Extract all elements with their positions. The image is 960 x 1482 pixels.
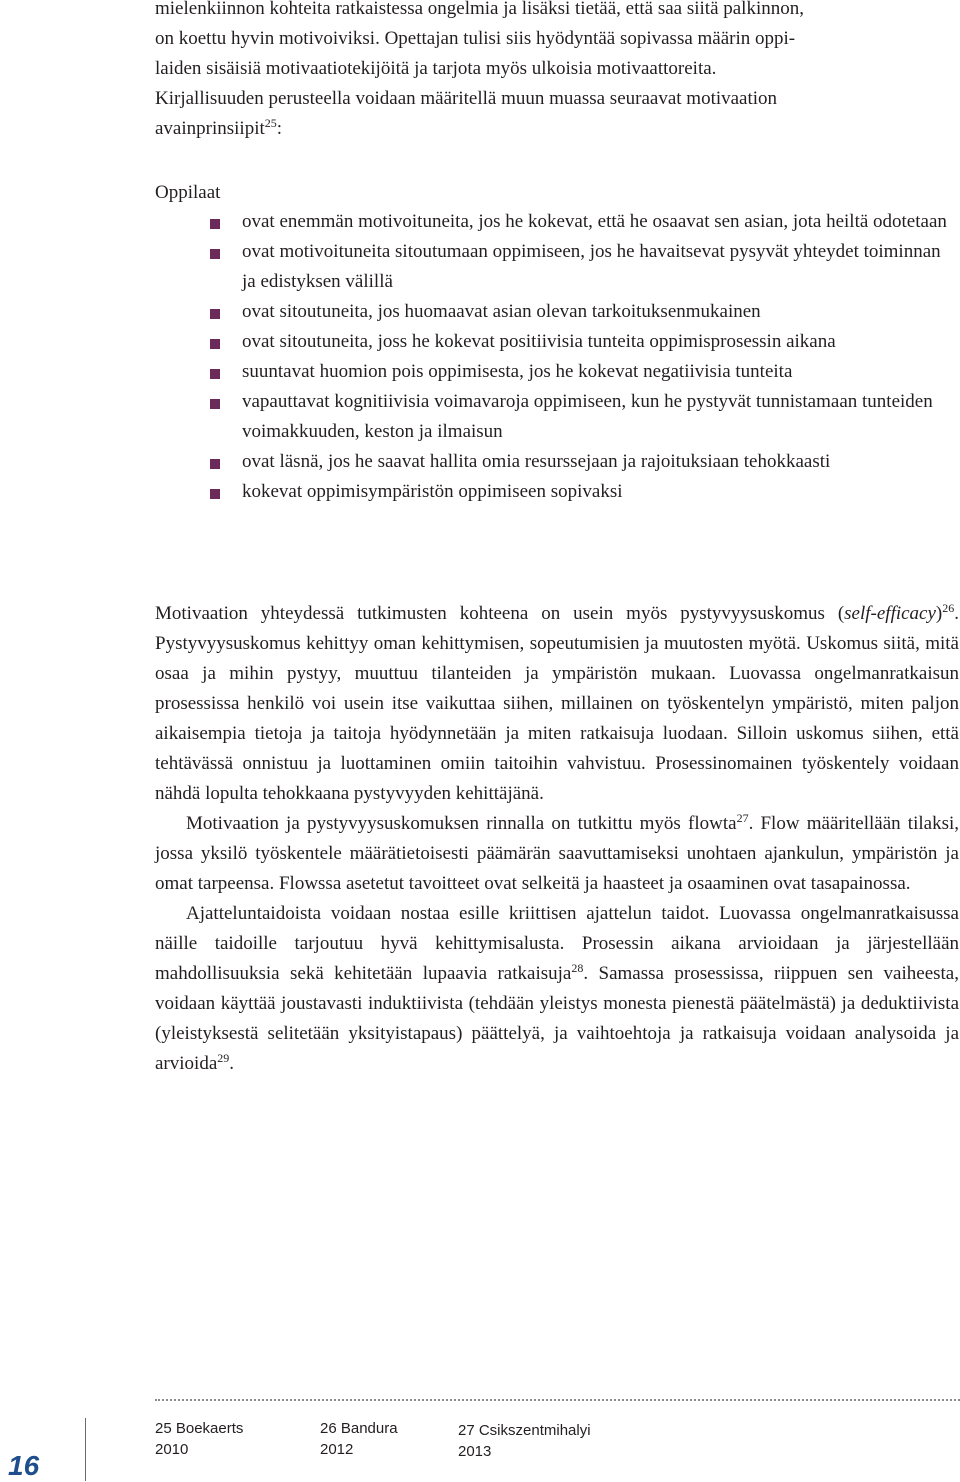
footnote-year: 2010	[155, 1441, 189, 1458]
list-item-text: ovat motivoituneita sitoutumaan oppimiseen, jos he havaitsevat pysyvät yhteydet toiminnan ja edistyksen välillä	[242, 241, 941, 292]
intro-line: Kirjallisuuden perusteella voidaan määritellä muun muassa seuraavat motivaation	[155, 88, 778, 109]
text-run: . Samassa prosessissa, riippuen sen vaiheesta, voidaan käyttää joustavasti induktiivista (tehdään yleistys monesta pienestä päätelmästä) ja deduktiivista (yleistyksestä selitetään yksityistapaus) päättelyä, ja vaihtoehtoja ja ratkaisuja voidaan analysoida ja arvioida	[155, 963, 959, 1074]
square-bullet-icon	[210, 369, 220, 379]
list-item-text: ovat sitoutuneita, joss he kokevat positiivisia tunteita oppimisprosessin aikana	[242, 331, 836, 352]
text-run: .	[229, 1053, 235, 1074]
text-run: )	[935, 603, 943, 624]
body-text	[155, 599, 959, 1079]
square-bullet-icon	[210, 309, 220, 319]
list-item-text: ovat sitoutuneita, jos huomaavat asian olevan tarkoituksenmukainen	[242, 301, 761, 322]
footnote-year: 2013	[458, 1443, 492, 1460]
bullet-list	[155, 207, 959, 507]
italic-term: self-efficacy	[844, 603, 936, 624]
intro-line: laiden sisäisiä motivaatiotekijöitä ja tarjota myös ulkoisia motivaattoreita.	[155, 58, 717, 79]
list-item	[155, 297, 959, 327]
footnote-source: 25 Boekaerts	[155, 1420, 244, 1437]
text-run: Motivaation ja pystyvyysuskomuksen rinnalla on tutkittu myös flowta	[186, 813, 737, 834]
list-item	[155, 327, 959, 357]
list-item	[155, 357, 959, 387]
footnote	[458, 1420, 591, 1462]
text-run: Motivaation yhteydessä tutkimusten kohteena on usein myös pystyvyysuskomus (	[155, 603, 845, 624]
footnote-ref: 27	[736, 811, 749, 825]
footnote	[320, 1418, 398, 1460]
square-bullet-icon	[210, 489, 220, 499]
intro-paragraph	[155, 0, 959, 144]
footnote-ref: 26	[942, 601, 955, 615]
footnote-ref: 28	[571, 961, 584, 975]
text-run: Ajatteluntaidoista voidaan nostaa esille kriittisen ajattelun taidot. Luovassa ongelmanratkaisussa näille taidoille tarjoutuu hyvä kehittymisalusta. Prosessin aikana arvioidaan ja järjestellään mahdollisuuksia sekä kehitetään lupaavia ratkaisuja	[155, 903, 959, 984]
intro-line-end: :	[276, 118, 283, 139]
text-run: . Flow määritellään tilaksi, jossa yksilö työskentele määrätietoisesti päämärän saavuttamiseksi unohtaen ajankulun, ympäristön ja omat tarpeensa. Flowssa asetetut tavoitteet ovat selkeitä ja haasteet ja osaaminen ovat tasapainossa.	[155, 813, 959, 894]
list-item	[155, 477, 959, 507]
square-bullet-icon	[210, 249, 220, 259]
page-number: 16	[8, 1450, 40, 1481]
square-bullet-icon	[210, 459, 220, 469]
list-item-text: ovat enemmän motivoituneita, jos he kokevat, että he osaavat sen asian, jota heiltä odotetaan	[242, 211, 947, 232]
footnote	[155, 1418, 243, 1460]
square-bullet-icon	[210, 399, 220, 409]
list-item-text: suuntavat huomion pois oppimisesta, jos he kokevat negatiivisia tunteita	[242, 361, 793, 382]
intro-line	[155, 114, 959, 144]
intro-line: mielenkiinnon kohteita ratkaistessa ongelmia ja lisäksi tietää, että saa siitä palkinnon,	[155, 0, 804, 19]
footnote-divider	[155, 1399, 960, 1401]
intro-line-text: avainprinsiipit	[155, 118, 265, 139]
footnote-source: 26 Bandura	[320, 1420, 398, 1437]
list-item	[155, 237, 959, 297]
text-run: . Pystyvyysuskomus kehittyy oman kehittymisen, sopeutumisien ja muutosten myötä. Uskomus siitä, mitä osaa ja mihin pystyy, muuttuu tilanteiden ja ympäristön mukaan. Luovassa ongelmanratkaisun prosessissa henkilö voi usein itse vaikuttaa siihen, millainen on työskentelyn ympäristö, miten paljon aikaisempia tietoja ja taitoja hyödynnetään ja miten ratkaisuja luodaan. Silloin uskomus siihen, että tehtävässä onnistuu ja luottaminen omiin taitoihin vahvistuu. Prosessinomainen työskentely voidaan nähdä lopulta tehokkaana pystyvyyden kehittäjänä.	[155, 603, 959, 804]
paragraph-self-efficacy	[155, 599, 959, 809]
list-item	[155, 387, 959, 447]
list-item-text: vapauttavat kognitiivisia voimavaroja oppimiseen, kun he pystyvät tunnistamaan tunteiden voimakkuuden, keston ja ilmaisun	[242, 391, 933, 442]
list-item-text: ovat läsnä, jos he saavat hallita omia resurssejaan ja rajoituksiaan tehokkaasti	[242, 451, 831, 472]
intro-line: on koettu hyvin motivoiviksi. Opettajan tulisi siis hyödyntää sopivassa määrin oppi-	[155, 28, 796, 49]
margin-rule	[85, 1418, 86, 1481]
footnote-source: 27 Csikszentmihalyi	[458, 1422, 591, 1439]
footnote-ref: 29	[217, 1051, 230, 1065]
paragraph-critical-thinking	[155, 899, 959, 1079]
square-bullet-icon	[210, 339, 220, 349]
footnote-ref: 25	[264, 116, 277, 130]
square-bullet-icon	[210, 219, 220, 229]
list-item	[155, 447, 959, 477]
paragraph-flow	[155, 809, 959, 899]
list-item	[155, 207, 959, 237]
list-heading: Oppilaat	[155, 182, 221, 203]
footnote-year: 2012	[320, 1441, 354, 1458]
list-item-text: kokevat oppimisympäristön oppimiseen sopivaksi	[242, 481, 623, 502]
